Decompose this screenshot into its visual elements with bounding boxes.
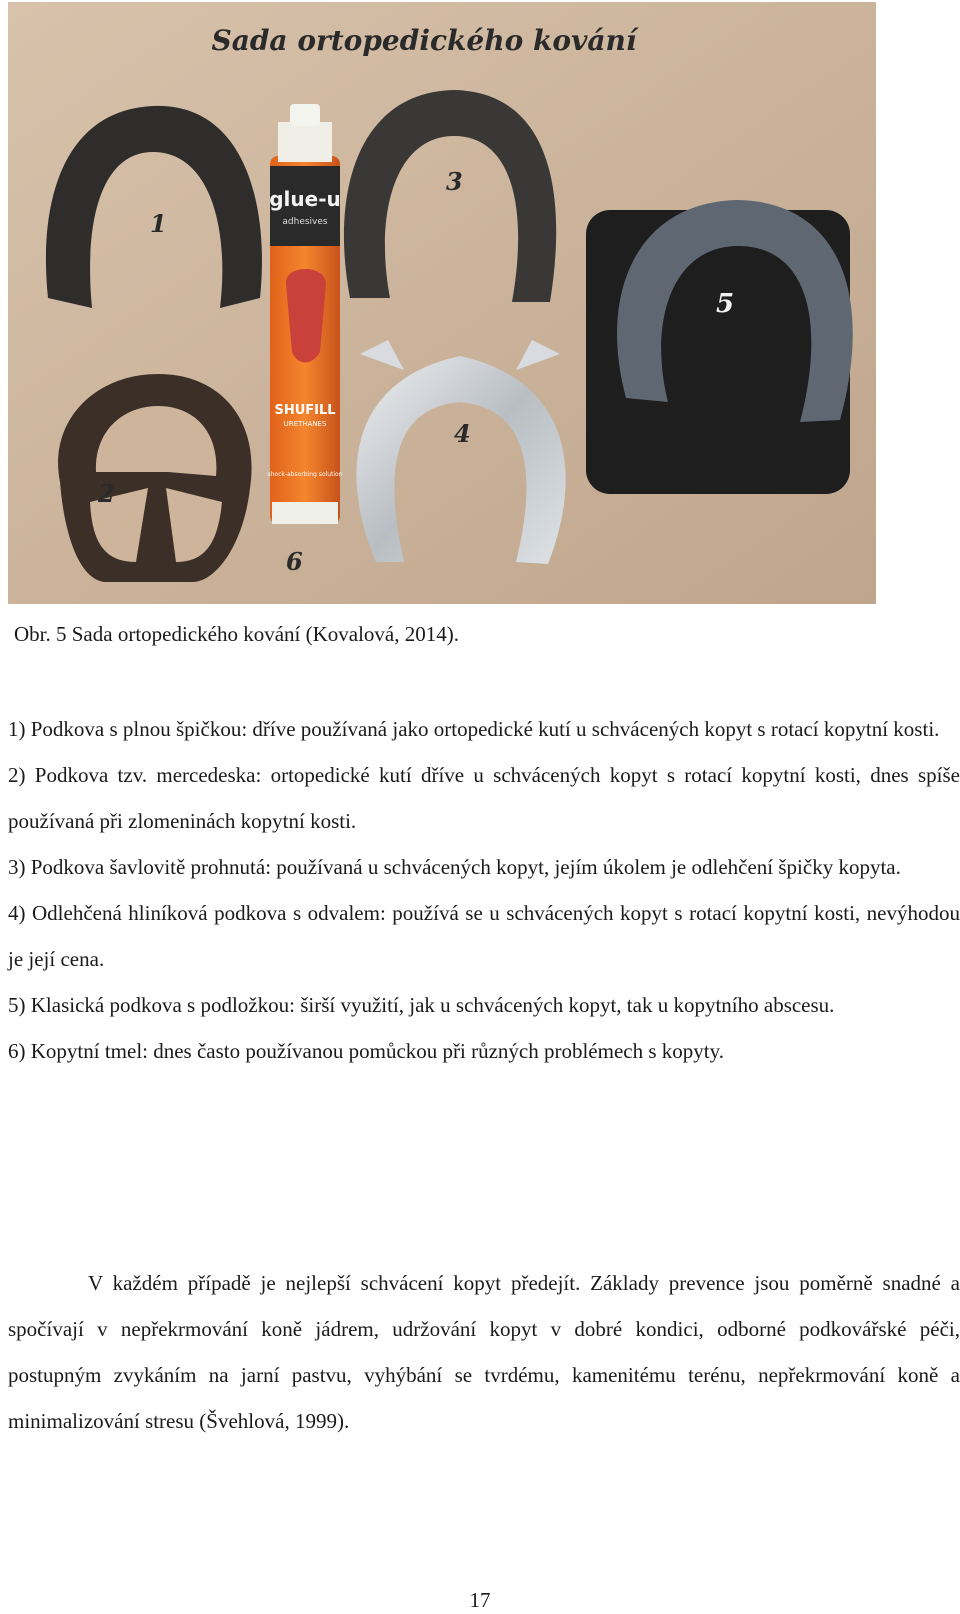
figure-caption: Obr. 5 Sada ortopedického kování (Kovalová, 2014). <box>14 622 459 646</box>
figure-title: Sada ortopedického kování <box>211 24 637 57</box>
list-item: 2) Podkova tzv. mercedeska: ortopedické kutí dříve u schvácených kopyt s rotací kopytní kosti, dnes spíše používaná při zlomeninách kopytní kosti. <box>8 763 960 833</box>
list-item: 1) Podkova s plnou špičkou: dříve používaná jako ortopedické kutí u schvácených kopyt s rotací kopytní kosti. <box>8 717 940 741</box>
list-item: 4) Odlehčená hliníková podkova s odvalem: používá se u schvácených kopyt s rotací kopytní kosti, nevýhodou je její cena. <box>8 901 960 971</box>
label-4: 4 <box>454 419 471 448</box>
body-paragraph: V každém případě je nejlepší schvácení kopyt předejít. Základy prevence jsou poměrně snadné a spočívají v nepřekrmování koně jádrem, udržování kopyt v dobré kondici, odborné podkovářské péči, postupným zvykáním na jarní pastvu, vyhýbání se tvrdému, kamenitému terénu, nepřekrmování koně a minimalizování stresu (Švehlová, 1999). <box>8 1271 960 1433</box>
tube-subbrand: adhesives <box>282 217 328 227</box>
item-list <box>8 706 960 1074</box>
list-item: 6) Kopytní tmel: dnes často používanou pomůckou při různých problémech s kopyty. <box>8 1039 724 1063</box>
label-2: 2 <box>98 479 115 508</box>
label-5: 5 <box>716 289 735 319</box>
page-number: 17 <box>469 1588 491 1612</box>
list-item: 3) Podkova šavlovitě prohnutá: používaná u schvácených kopyt, jejím úkolem je odlehčení špičky kopyta. <box>8 855 901 879</box>
label-3: 3 <box>446 167 463 196</box>
label-1: 1 <box>150 209 167 238</box>
tube-product: SHUFILL <box>274 403 336 418</box>
tube-product-sub: URETHANES <box>283 420 327 428</box>
label-6: 6 <box>286 547 303 576</box>
horseshoe-2 <box>58 374 251 582</box>
hoof-putty-tube-6 <box>267 104 342 524</box>
photo-drawing <box>8 2 876 604</box>
list-item: 5) Klasická podkova s podložkou: širší využití, jak u schvácených kopyt, tak u kopytního abscesu. <box>8 993 835 1017</box>
tube-brand: glue-u <box>269 187 341 211</box>
tube-small-text: shock-absorbing solution <box>267 471 343 478</box>
horseshoe-photo <box>8 2 876 604</box>
